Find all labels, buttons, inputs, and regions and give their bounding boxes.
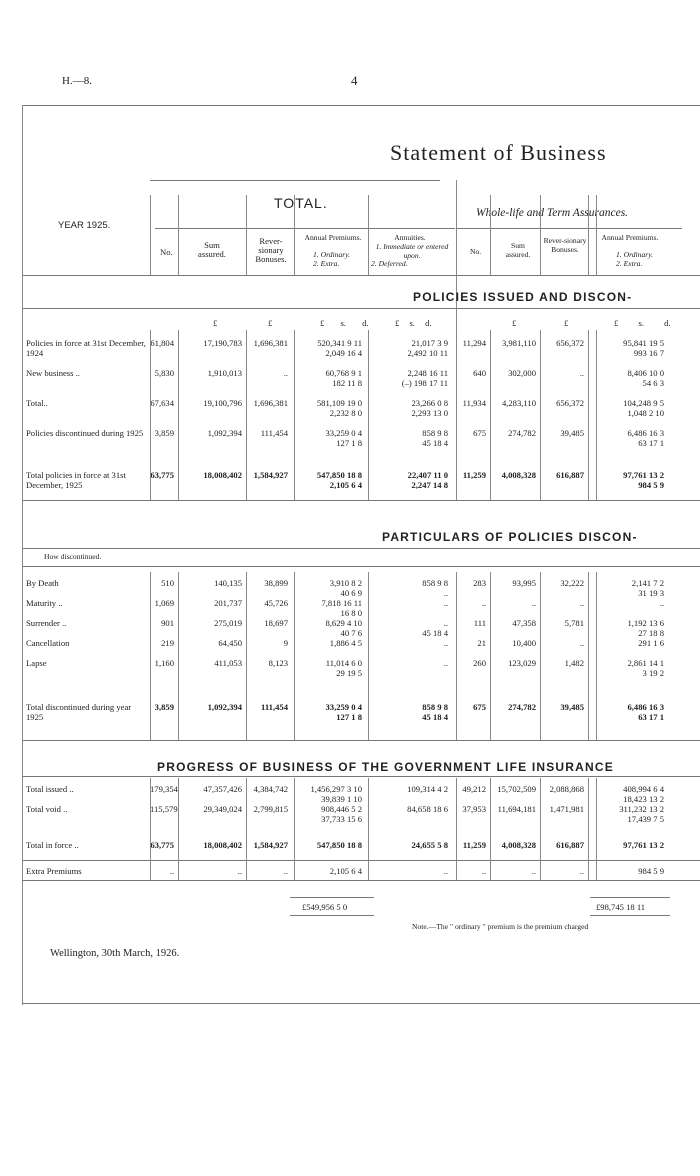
s2-ap2: 40 6 9 (340, 588, 362, 598)
s2-wrev: 1,482 (564, 658, 584, 668)
col-wrev: Rever-sionary Bonuses. (543, 236, 587, 254)
s3-ap2: 37,733 15 6 (321, 814, 362, 824)
column-rule (490, 778, 491, 880)
s2-an2: 45 18 4 (422, 712, 448, 722)
column-rule (294, 572, 295, 740)
grand-rule-b (590, 897, 670, 898)
s1-rule (22, 308, 700, 309)
s2-rev: 18,697 (264, 618, 288, 628)
s2-sum: 411,053 (214, 658, 242, 668)
s2-rev: 9 (283, 638, 288, 648)
column-rule (456, 330, 457, 500)
s2-label: Lapse (26, 658, 47, 668)
s3-sum: 29,349,024 (203, 804, 242, 814)
s2-wap1: 291 1 6 (638, 638, 664, 648)
s1-wno: 11,294 (462, 338, 486, 348)
s2-ap2: 127 1 8 (336, 712, 362, 722)
s1-wap2: 63 17 1 (638, 438, 664, 448)
s2-wno: 111 (473, 618, 486, 628)
col-wap2: 2. Extra. (616, 259, 643, 268)
column-rule (588, 330, 589, 500)
s2-an1: 858 9 8 (422, 702, 448, 712)
s2-an1: .. (443, 638, 448, 648)
year-label: YEAR 1925. (58, 220, 111, 231)
s3-wap1: 311,232 13 2 (619, 804, 664, 814)
s2-ap1: 3,910 8 2 (329, 578, 362, 588)
s3-rule (22, 776, 700, 777)
col-wap: Annual Premiums. (601, 233, 659, 242)
s1-an2: 2,247 14 8 (411, 480, 448, 490)
s1-wap2: 54 6 3 (642, 378, 664, 388)
column-rule (456, 572, 457, 740)
s3-ap1: 1,456,297 3 10 (310, 784, 362, 794)
section1-heading: POLICIES ISSUED AND DISCON- (413, 290, 633, 304)
s3-rev: 4,384,742 (253, 784, 288, 794)
s1-label: Policies discontinued during 1925 (26, 428, 144, 438)
s1-no: 67,634 (150, 398, 174, 408)
s1-wap2: 984 5 9 (638, 480, 664, 490)
column-rule (540, 778, 541, 880)
column-rule (294, 330, 295, 500)
s2-wrev: 5,781 (564, 618, 584, 628)
s2-wno: 283 (473, 578, 486, 588)
col-an2: 2. Deferred. (371, 259, 408, 268)
s1-an1: 2,248 16 11 (407, 368, 448, 378)
s2-label: Surrender .. (26, 618, 67, 628)
s1-rev: 1,696,381 (253, 338, 288, 348)
s2-label: Cancellation (26, 638, 70, 648)
s2-wsum: 93,995 (512, 578, 536, 588)
s3-no: 63,775 (150, 840, 174, 850)
s3-wno: 37,953 (462, 804, 486, 814)
s2-an2: .. (443, 588, 448, 598)
s1-end-rule (22, 500, 700, 501)
header-rule (22, 275, 700, 276)
column-rule (456, 195, 457, 275)
s3-no: .. (169, 866, 174, 876)
s2-wap2: 3 19 2 (642, 668, 664, 678)
s3-rev: .. (283, 866, 288, 876)
s2-ap2: 40 7 6 (340, 628, 362, 638)
s1-wsum: 4,283,110 (501, 398, 536, 408)
s1-wno: 675 (473, 428, 486, 438)
s3-wsum: 4,008,328 (501, 840, 536, 850)
s2-no: 901 (161, 618, 174, 628)
col-an: Annuities. (394, 233, 426, 242)
s2-wap2: 63 17 1 (638, 712, 664, 722)
s2-wsum: 123,029 (508, 658, 536, 668)
column-rule (150, 330, 151, 500)
s2-rev: 45,726 (264, 598, 288, 608)
column-rule (588, 778, 589, 880)
s3-wno: .. (481, 866, 486, 876)
s1-label: New business .. (26, 368, 80, 378)
unit-wrev: £ (564, 318, 569, 328)
s1-an2: 2,492 10 11 (407, 348, 448, 358)
s1-label: Policies in force at 31st December, 1924 (26, 338, 146, 358)
column-rule (490, 195, 491, 275)
s2-subrule (22, 566, 700, 567)
unit-an: £ s. d. (395, 318, 432, 328)
column-rule (246, 778, 247, 880)
column-rule (178, 330, 179, 500)
column-rule (596, 330, 597, 500)
s3-wap1: 984 5 9 (638, 866, 664, 876)
s2-wap2: 27 18 8 (638, 628, 664, 638)
s2-label: Maturity .. (26, 598, 63, 608)
unit-wsum: £ (512, 318, 517, 328)
column-rule (294, 778, 295, 880)
s2-an1: 858 9 8 (422, 578, 448, 588)
s1-an1: 23,266 0 8 (411, 398, 448, 408)
col-rev: Rever-sionary Bonuses. (255, 236, 287, 264)
s2-sum: 201,737 (214, 598, 242, 608)
s3-label: Extra Premiums (26, 866, 82, 876)
s1-ap2: 2,232 8 0 (329, 408, 362, 418)
s2-wno: 21 (477, 638, 486, 648)
s3-wap1: 97,761 13 2 (623, 840, 664, 850)
column-rule (596, 572, 597, 740)
s1-wrev: 656,372 (556, 398, 584, 408)
s1-wno: 11,259 (462, 470, 486, 480)
s3-mid-rule (22, 860, 700, 861)
s1-sum: 17,190,783 (203, 338, 242, 348)
top-rule (22, 105, 700, 106)
s2-wsum: 47,358 (512, 618, 536, 628)
grand-rule-a (290, 897, 374, 898)
col-ap1: 1. Ordinary. (313, 250, 351, 259)
column-rule (368, 778, 369, 880)
column-rule (246, 195, 247, 275)
col-wap1: 1. Ordinary. (616, 250, 654, 259)
s2-wap1: 1,192 13 6 (627, 618, 664, 628)
s3-wrev: 2,088,868 (549, 784, 584, 794)
column-rule (490, 330, 491, 500)
s2-wrev: 32,222 (560, 578, 584, 588)
column-rule (178, 572, 179, 740)
total-heading: TOTAL. (274, 195, 328, 211)
s2-wrev: .. (579, 598, 584, 608)
s2-no: 219 (161, 638, 174, 648)
section3-heading: PROGRESS OF BUSINESS OF THE GOVERNMENT LIFE INSURANCE (157, 760, 614, 774)
s2-ap1: 33,259 0 4 (325, 702, 362, 712)
page-number: 4 (351, 73, 358, 88)
s2-an1: .. (443, 658, 448, 668)
s2-end-rule (22, 740, 700, 741)
s1-wap1: 95,841 19 5 (623, 338, 664, 348)
page-ref: H.—8. (62, 75, 92, 87)
unit-sum: £ (213, 318, 218, 328)
s2-wsum: .. (531, 598, 536, 608)
column-rule (368, 195, 369, 275)
s3-ap1: 2,105 6 4 (329, 866, 362, 876)
s1-sum: 1,910,013 (207, 368, 242, 378)
title-rule (150, 180, 440, 181)
s1-an2: 45 18 4 (422, 438, 448, 448)
s1-wsum: 302,000 (508, 368, 536, 378)
unit-wap: £ s. d. (614, 318, 671, 328)
column-rule (246, 572, 247, 740)
s2-wap1: .. (659, 598, 664, 608)
s1-wrev: .. (579, 368, 584, 378)
page-title: Statement of Business (390, 140, 607, 165)
s2-label: Total discontinued during year 1925 (26, 702, 132, 722)
s1-ap1: 581,109 19 0 (316, 398, 362, 408)
s1-ap2: 182 11 8 (332, 378, 362, 388)
s1-rev: .. (283, 368, 288, 378)
s2-ap1: 1,886 4 5 (329, 638, 362, 648)
bottom-rule (22, 1003, 700, 1004)
s1-ap1: 520,341 9 11 (317, 338, 362, 348)
s1-an2: 2,293 13 0 (411, 408, 448, 418)
s3-sum: 47,357,426 (203, 784, 242, 794)
total-rule (155, 228, 455, 229)
s2-an1: .. (443, 598, 448, 608)
column-rule (368, 330, 369, 500)
s1-label: Total policies in force at 31st December, 1925 (26, 470, 126, 490)
s3-ap2: 39,839 1 10 (321, 794, 362, 804)
s2-wsum: 10,400 (512, 638, 536, 648)
s2-ap1: 7,818 16 11 (321, 598, 362, 608)
s2-sum: 140,135 (214, 578, 242, 588)
s3-no: 179,354 (150, 784, 178, 794)
s3-no: 115,579 (150, 804, 178, 814)
s1-wap1: 6,486 16 3 (627, 428, 664, 438)
s1-rev: 111,454 (260, 428, 288, 438)
s2-wap2: 31 19 3 (638, 588, 664, 598)
column-rule (456, 778, 457, 880)
s2-sum: 275,019 (214, 618, 242, 628)
s2-an2: 45 18 4 (422, 628, 448, 638)
s2-wrev: .. (579, 638, 584, 648)
s2-no: 3,859 (154, 702, 174, 712)
s3-label: Total issued .. (26, 784, 74, 794)
s2-label: By Death (26, 578, 59, 588)
s3-an1: .. (443, 866, 448, 876)
s1-ap2: 127 1 8 (336, 438, 362, 448)
s1-no: 61,804 (150, 338, 174, 348)
s1-wap2: 993 16 7 (633, 348, 664, 358)
column-rule (540, 572, 541, 740)
column-rule (368, 572, 369, 740)
col-ap: Annual Premiums. (304, 233, 362, 242)
s1-wrev: 616,887 (556, 470, 584, 480)
s1-wap1: 97,761 13 2 (623, 470, 664, 480)
s2-rev: 8,123 (268, 658, 288, 668)
s3-wrev: 616,887 (556, 840, 584, 850)
s1-wap2: 1,048 2 10 (627, 408, 664, 418)
s1-wsum: 3,981,110 (501, 338, 536, 348)
grand-wtotal: £98,745 18 11 (596, 902, 646, 912)
s1-no: 63,775 (150, 470, 174, 480)
s2-wrev: 39,485 (560, 702, 584, 712)
s3-sum: .. (237, 866, 242, 876)
s2-sum: 1,092,394 (207, 702, 242, 712)
column-rule (178, 778, 179, 880)
column-rule (150, 572, 151, 740)
how-discontinued: How discontinued. (44, 552, 102, 561)
column-rule (150, 195, 151, 275)
s3-rev: 1,584,927 (253, 840, 288, 850)
s3-wno: 11,259 (462, 840, 486, 850)
s1-ap2: 2,105 6 4 (329, 480, 362, 490)
grand-total: £549,956 5 0 (302, 902, 348, 912)
wellington-date: Wellington, 30th March, 1926. (50, 948, 180, 959)
column-rule (540, 195, 541, 275)
col-wno: No. (470, 247, 482, 256)
s1-wno: 640 (473, 368, 486, 378)
col-wsum: Sum assured. (505, 241, 531, 259)
column-rule (490, 572, 491, 740)
s1-wsum: 4,008,328 (501, 470, 536, 480)
s2-ap1: 11,014 6 0 (325, 658, 362, 668)
note-text: Note.—The " ordinary " premium is the premium charged (412, 922, 589, 931)
s2-rule (22, 548, 700, 549)
col-an1: 1. Immediate or entered upon. (375, 242, 449, 260)
s1-wno: 11,934 (462, 398, 486, 408)
column-rule (588, 195, 589, 275)
s2-an1: .. (443, 618, 448, 628)
col-no: No. (160, 247, 173, 257)
s2-ap1: 8,629 4 10 (325, 618, 362, 628)
s2-wap1: 2,861 14 1 (627, 658, 664, 668)
s3-ap1: 547,850 18 8 (316, 840, 362, 850)
s1-sum: 18,008,402 (203, 470, 242, 480)
s3-wsum: 11,694,181 (497, 804, 536, 814)
s2-wno: .. (481, 598, 486, 608)
column-rule (588, 572, 589, 740)
column-rule (246, 330, 247, 500)
s1-wrev: 39,485 (560, 428, 584, 438)
s3-wrev: 1,471,981 (549, 804, 584, 814)
s1-wrev: 656,372 (556, 338, 584, 348)
s3-label: Total in force .. (26, 840, 79, 850)
col-ap2: 2. Extra. (313, 259, 340, 268)
s3-sum: 18,008,402 (203, 840, 242, 850)
s2-sum: 64,450 (218, 638, 242, 648)
s1-no: 3,859 (154, 428, 174, 438)
s1-ap1: 33,259 0 4 (325, 428, 362, 438)
col-sum: Sum assured. (198, 240, 226, 259)
column-rule (540, 330, 541, 500)
column-rule (596, 195, 597, 275)
s1-rev: 1,584,927 (253, 470, 288, 480)
s1-ap1: 60,768 9 1 (325, 368, 362, 378)
s2-no: 1,160 (154, 658, 174, 668)
s3-wap2: 17,439 7 5 (627, 814, 664, 824)
s1-wsum: 274,782 (508, 428, 536, 438)
s1-wap1: 8,406 10 0 (627, 368, 664, 378)
s1-sum: 1,092,394 (207, 428, 242, 438)
s2-wno: 260 (473, 658, 486, 668)
s1-no: 5,830 (154, 368, 174, 378)
s3-wsum: 15,702,509 (497, 784, 536, 794)
s1-rev: 1,696,381 (253, 398, 288, 408)
left-border (22, 105, 23, 1005)
unit-rev: £ (268, 318, 273, 328)
section2-heading: PARTICULARS OF POLICIES DISCON- (382, 530, 638, 544)
s1-ap2: 2,049 16 4 (325, 348, 362, 358)
s2-rev: 38,899 (264, 578, 288, 588)
s3-wap1: 408,994 6 4 (623, 784, 664, 794)
s1-an2: (–) 198 17 11 (401, 378, 448, 388)
s2-wno: 675 (473, 702, 486, 712)
s2-wap1: 6,486 16 3 (627, 702, 664, 712)
column-rule (294, 195, 295, 275)
column-rule (596, 778, 597, 880)
grand-rule-d (590, 915, 670, 916)
s3-an1: 84,658 18 6 (407, 804, 448, 814)
s3-rule2 (22, 880, 700, 881)
s3-wrev: .. (579, 866, 584, 876)
s1-label: Total.. (26, 398, 48, 408)
s2-wap1: 2,141 7 2 (631, 578, 664, 588)
s1-wap1: 104,248 9 5 (623, 398, 664, 408)
s1-an1: 858 9 8 (422, 428, 448, 438)
s2-ap2: 16 8 0 (340, 608, 362, 618)
column-rule (150, 778, 151, 880)
s2-no: 1,069 (154, 598, 174, 608)
s3-an1: 109,314 4 2 (407, 784, 448, 794)
s1-sum: 19,100,796 (203, 398, 242, 408)
s3-wno: 49,212 (462, 784, 486, 794)
s1-ap1: 547,850 18 8 (316, 470, 362, 480)
s3-ap1: 908,446 5 2 (321, 804, 362, 814)
s3-rev: 2,799,815 (253, 804, 288, 814)
s2-no: 510 (161, 578, 174, 588)
whole-life-heading: Whole-life and Term Assurances. (476, 207, 629, 219)
s3-label: Total void .. (26, 804, 68, 814)
s2-wsum: 274,782 (508, 702, 536, 712)
s3-wap2: 18,423 13 2 (623, 794, 664, 804)
s3-an1: 24,655 5 8 (411, 840, 448, 850)
unit-ap: £ s. d. (320, 318, 369, 328)
s2-rev: 111,454 (261, 702, 288, 712)
s1-an1: 22,407 11 0 (407, 470, 448, 480)
column-rule (178, 195, 179, 275)
s3-wsum: .. (531, 866, 536, 876)
s1-an1: 21,017 3 9 (411, 338, 448, 348)
grand-rule-c (290, 915, 374, 916)
s2-ap2: 29 19 5 (336, 668, 362, 678)
